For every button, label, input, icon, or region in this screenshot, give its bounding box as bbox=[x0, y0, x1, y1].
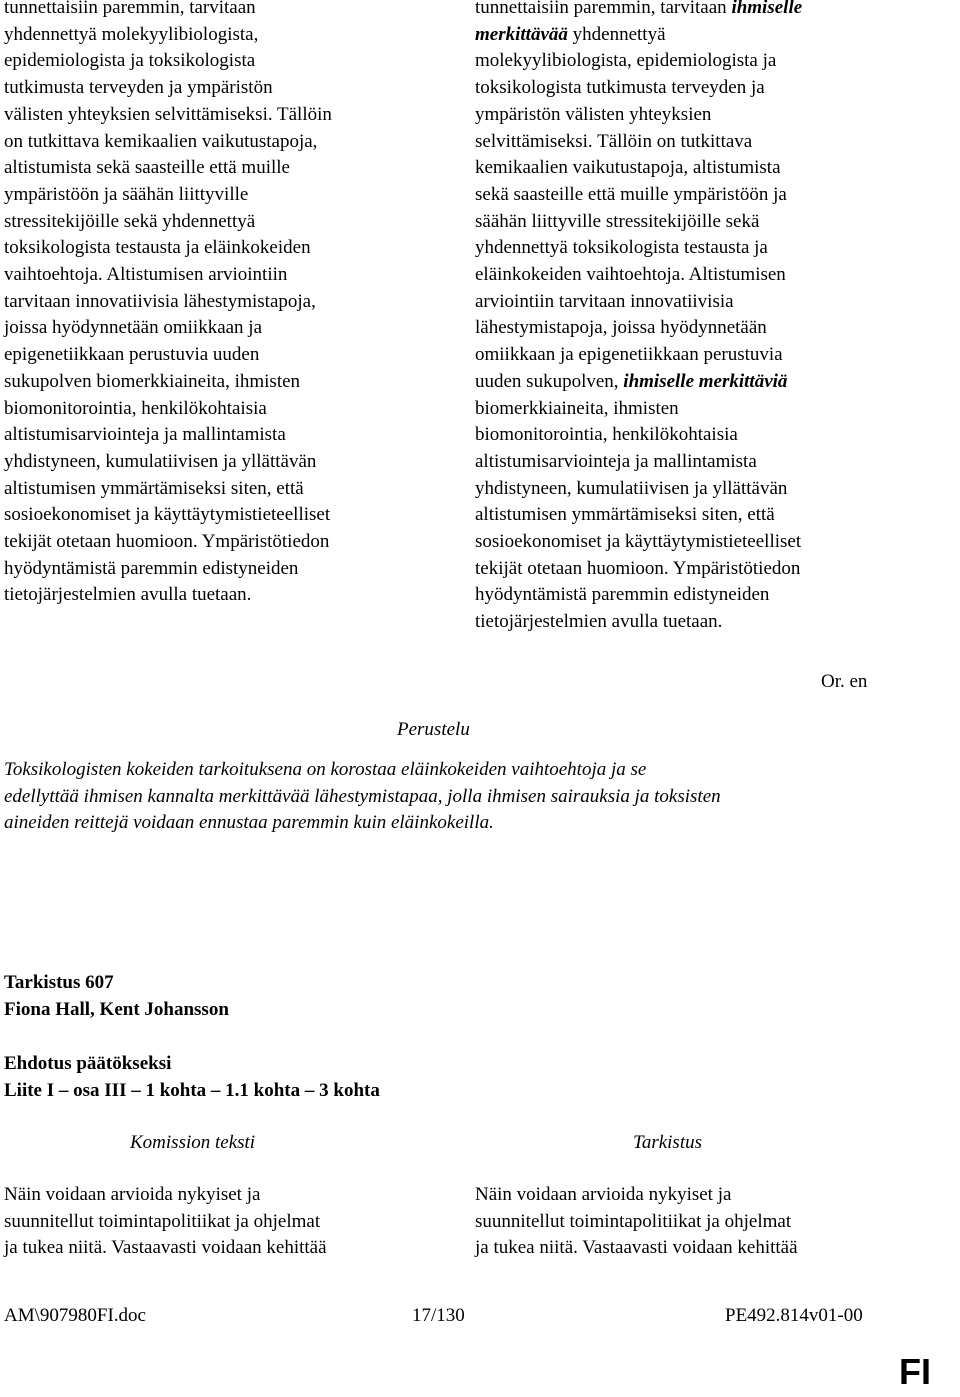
amendment-text-part-2: yhdennettyä molekyylibiologista, epidemiologista ja toksikologista tutkimusta terveyden ja ympäristön välisten yhteyksien selvittämiseksi. Tällöin on tutkittava kemikaalien vaikutustapoja, altistumista sekä saasteille että muille ympäristöön ja säähän liittyville stressitekijöille sekä yhdennettyä toksikologista testausta ja eläinkokeiden vaihtoehtoja. Altistumisen arviointiin tarvitaan innovatiivisia lähestymistapoja, joissa hyödynnetään omiikkaan ja epigenetiikkaan perustuvia uuden sukupolven, bbox=[475, 23, 787, 392]
footer-pe-ref: PE492.814v01-00 bbox=[725, 1305, 863, 1326]
amendment-authors: Fiona Hall, Kent Johansson bbox=[4, 999, 229, 1020]
amendment-text-next: Näin voidaan arvioida nykyiset ja suunnitellut toimintapolitiikat ja ohjelmat ja tukea niitä. Vastaavasti voidaan kehittää bbox=[475, 1184, 798, 1259]
amendment-text-previous bbox=[475, 0, 895, 636]
amendment-highlight-2: ihmiselle merkittäviä bbox=[623, 370, 788, 392]
footer-doc-ref: AM\907980FI.doc bbox=[4, 1305, 146, 1326]
commission-text-next: Näin voidaan arvioida nykyiset ja suunnitellut toimintapolitiikat ja ohjelmat ja tukea niitä. Vastaavasti voidaan kehittää bbox=[4, 1184, 327, 1259]
commission-text-previous: tunnettaisiin paremmin, tarvitaan yhdennettyä molekyylibiologista, epidemiologista ja toksikologista tutkimusta terveyden ja ympäristön välisten yhteyksien selvittämiseksi. Tällöin on tutkittava kemikaalien vaikutustapoja, altistumista sekä saasteille että muille ympäristöön ja säähän liittyville stressitekijöille sekä yhdennettyä toksikologista testausta ja eläinkokeiden vaihtoehtoja. Altistumisen arviointiin tarvitaan innovatiivisia lähestymistapoja, joissa hyödynnetään omiikkaan ja epigenetiikkaan perustuvia uuden sukupolven biomerkkiaineita, ihmisten biomonitorointia, henkilökohtaisia altistumisarviointeja ja mallintamista yhdistyneen, kumulatiivisen ja yllättävän altistumisen ymmärtämiseksi siten, että sosioekonomiset ja käyttäytymistieteelliset tekijät otetaan huomioon. Ympäristötiedon hyödyntämistä paremmin edistyneiden tietojärjestelmien avulla tuetaan. bbox=[4, 0, 332, 606]
footer-language-code: FI bbox=[899, 1351, 931, 1392]
amendment-text-part-1: tunnettaisiin paremmin, tarvitaan bbox=[475, 0, 732, 18]
amendment-heading: Tarkistus bbox=[633, 1132, 702, 1153]
commission-text-heading: Komission teksti bbox=[130, 1132, 256, 1153]
original-language: Or. en bbox=[821, 671, 868, 692]
amendment-reference: Liite I – osa III – 1 kohta – 1.1 kohta – 3 kohta bbox=[4, 1080, 380, 1101]
amendment-number: Tarkistus 607 bbox=[4, 972, 114, 993]
footer-page-number: 17/130 bbox=[412, 1305, 465, 1326]
amendment-text-part-3: biomerkkiaineita, ihmisten biomonitorointia, henkilökohtaisia altistumisarviointeja ja mallintamista yhdistyneen, kumulatiivisen ja yllättävän altistumisen ymmärtämiseksi siten, että sosioekonomiset ja käyttäytymistieteelliset tekijät otetaan huomioon. Ympäristötiedon hyödyntämistä paremmin edistyneiden tietojärjestelmien avulla tuetaan. bbox=[475, 397, 802, 633]
justification-heading: Perustelu bbox=[397, 719, 470, 740]
proposal-label: Ehdotus päätökseksi bbox=[4, 1053, 172, 1074]
justification-text: Toksikologisten kokeiden tarkoituksena on korostaa eläinkokeiden vaihtoehtoja ja se edellyttää ihmisen kannalta merkittävää lähestymistapaa, jolla ihmisen sairauksia ja toksisten aineiden reittejä voidaan ennustaa paremmin kuin eläinkokeilla. bbox=[4, 759, 721, 834]
amendment-highlight-1: ihmiselle merkittävää bbox=[475, 0, 803, 45]
